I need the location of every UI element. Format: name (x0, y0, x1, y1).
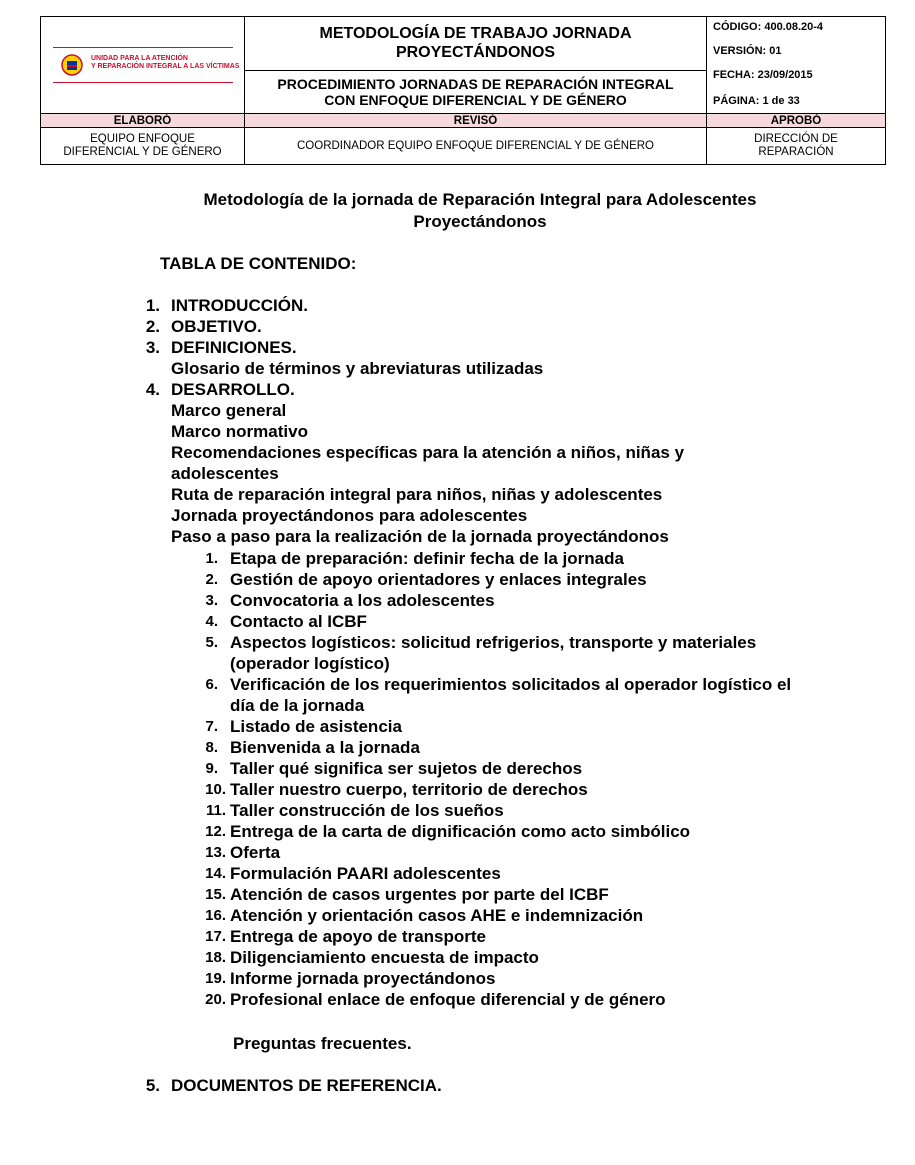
step-item: Aspectos logísticos: solicitud refrigerios, transporte y materiales (230, 633, 757, 652)
step-number: 13. (205, 844, 226, 861)
step-item: Diligenciamiento encuesta de impacto (230, 948, 539, 967)
pagina: PÁGINA: 1 de 33 (713, 95, 800, 107)
elaboro-value: EQUIPO ENFOQUE DIFERENCIAL Y DE GÉNERO (41, 128, 245, 165)
step-number: 3. (205, 592, 218, 609)
step-item: Gestión de apoyo orientadores y enlaces integrales (230, 570, 647, 589)
elaboro-label: ELABORÓ (41, 114, 245, 128)
toc-subitem: Marco general (171, 401, 287, 420)
toc-item: INTRODUCCIÓN. (171, 296, 308, 315)
step-number: 12. (205, 823, 226, 840)
coat-of-arms-icon (61, 53, 83, 77)
step-number: 6. (205, 676, 218, 693)
step-item: Entrega de apoyo de transporte (230, 927, 486, 946)
step-item: Taller construcción de los sueños (230, 801, 504, 820)
step-item-continued: día de la jornada (230, 696, 365, 715)
step-number: 19. (205, 970, 226, 987)
reviso-value: COORDINADOR EQUIPO ENFOQUE DIFERENCIAL Y DE GÉNERO (245, 128, 707, 165)
step-number: 8. (205, 739, 218, 756)
step-item: Bienvenida a la jornada (230, 738, 420, 757)
step-number: 5. (205, 634, 218, 651)
step-item: Entrega de la carta de dignificación como acto simbólico (230, 822, 691, 841)
logo-cell (41, 17, 245, 114)
step-number: 18. (205, 949, 226, 966)
toc-subitem: Paso a paso para la realización de la jornada proyectándonos (171, 527, 669, 546)
step-number: 14. (205, 865, 226, 882)
step-item: Verificación de los requerimientos solicitados al operador logístico el (230, 675, 792, 694)
faq-item: Preguntas frecuentes. (233, 1034, 412, 1053)
toc-subitem: Glosario de términos y abreviaturas utilizadas (171, 359, 544, 378)
step-item: Taller nuestro cuerpo, territorio de derechos (230, 780, 588, 799)
step-item: Taller qué significa ser sujetos de derechos (230, 759, 583, 778)
step-number: 2. (205, 571, 218, 588)
step-number: 17. (205, 928, 226, 945)
document-header (40, 16, 886, 168)
aprobo-label: APROBÓ (707, 114, 886, 128)
step-number: 1. (205, 550, 218, 567)
step-number: 10. (205, 781, 226, 798)
step-item: Atención y orientación casos AHE e indemnización (230, 906, 644, 925)
step-item: Informe jornada proyectándonos (230, 969, 496, 988)
step-item: Contacto al ICBF (230, 612, 367, 631)
step-item: Formulación PAARI adolescentes (230, 864, 501, 883)
toc-number: 3. (145, 338, 160, 357)
toc-number: 2. (145, 317, 160, 336)
step-item: Listado de asistencia (230, 717, 402, 736)
institution-logo (53, 47, 240, 83)
toc-subitem: adolescentes (171, 464, 279, 483)
step-item: Oferta (230, 843, 281, 862)
toc-item: DESARROLLO. (171, 380, 295, 399)
step-item: Profesional enlace de enfoque diferencial y de género (230, 990, 666, 1009)
page-title: Metodología de la jornada de Reparación Integral para Adolescentes Proyectándonos (203, 190, 757, 231)
step-number: 16. (205, 907, 226, 924)
toc-subitem: Marco normativo (171, 422, 308, 441)
step-number: 15. (205, 886, 226, 903)
step-number: 20. (205, 991, 226, 1008)
version: VERSIÓN: 01 (713, 45, 782, 57)
header-table (40, 16, 886, 165)
toc-subitem: Jornada proyectándonos para adolescentes (171, 506, 528, 525)
toc-item: DEFINICIONES. (171, 338, 297, 357)
step-number: 11. (205, 802, 226, 819)
step-item: Convocatoria a los adolescentes (230, 591, 495, 610)
aprobo-value: DIRECCIÓN DE REPARACIÓN (707, 128, 886, 165)
procedure-title-cell: PROCEDIMIENTO JORNADAS DE REPARACIÓN INTEGRAL CON ENFOQUE DIFERENCIAL Y DE GÉNERO (245, 70, 707, 113)
toc-number: 5. (145, 1076, 160, 1095)
toc-subitem: Recomendaciones específicas para la atención a niños, niñas y (171, 443, 685, 462)
step-number: 7. (205, 718, 218, 735)
step-item: Etapa de preparación: definir fecha de la jornada (230, 549, 624, 568)
step-number: 9. (205, 760, 218, 777)
toc-subitem: Ruta de reparación integral para niños, niñas y adolescentes (171, 485, 663, 504)
codigo: CÓDIGO: 400.08.20-4 (713, 21, 824, 33)
toc-item: OBJETIVO. (171, 317, 262, 336)
fecha: FECHA: 23/09/2015 (713, 69, 813, 81)
toc-number: 4. (145, 380, 160, 399)
step-number: 4. (205, 613, 218, 630)
logo-text: UNIDAD PARA LA ATENCIÓN Y REPARACIÓN INTEGRAL A LAS VÍCTIMAS (91, 55, 240, 70)
toc-heading: TABLA DE CONTENIDO: (160, 254, 357, 273)
step-item: Atención de casos urgentes por parte del ICBF (230, 885, 609, 904)
step-item-continued: (operador logístico) (230, 654, 390, 673)
reviso-label: REVISÓ (245, 114, 707, 128)
document-meta (707, 17, 886, 114)
document-title-cell: METODOLOGÍA DE TRABAJO JORNADA PROYECTÁNDONOS (245, 17, 707, 71)
toc-number: 1. (145, 296, 160, 315)
toc-item: DOCUMENTOS DE REFERENCIA. (171, 1076, 442, 1095)
